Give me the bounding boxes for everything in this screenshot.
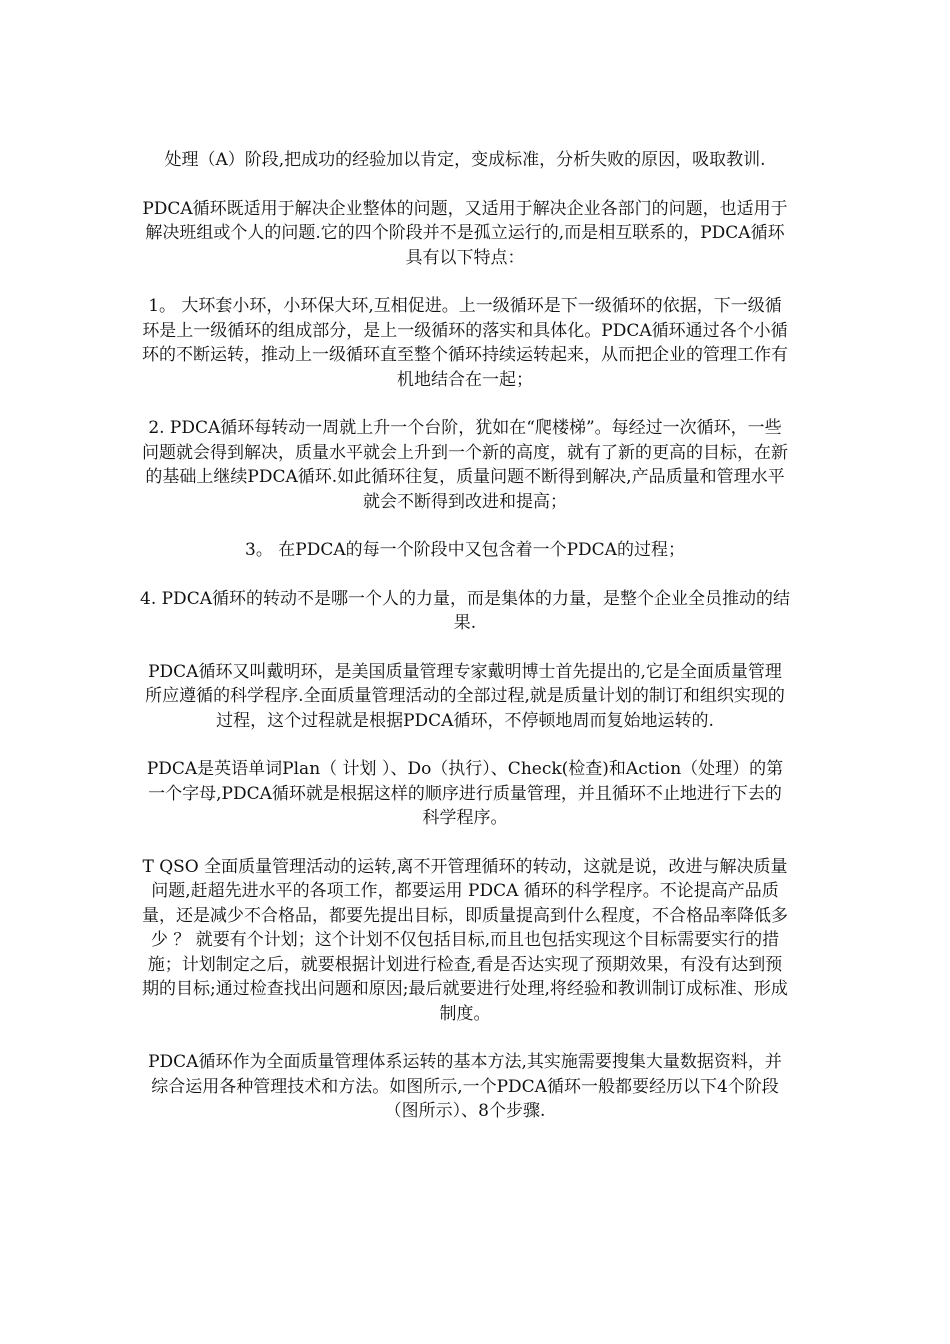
paragraph-action-stage: 处理（A）阶段,把成功的经验加以肯定，变成标准，分析失败的原因，吸取教训. — [164, 150, 766, 170]
document-page — [140, 148, 790, 1148]
paragraph-pdca-applicability: PDCA循环既适用于解决企业整体的问题，又适用于解决企业各部门的问题，也适用于解决班组或个人的问题.它的四个阶段并不是孤立运行的,而是相互联系的，PDCA循环具有以下特点： — [142, 198, 788, 268]
paragraph-tqc-operation: T QSO 全面质量管理活动的运转,离不开管理循环的转动，这就是说，改进与解决质量问题,赶超先进水平的各项工作，都要运用 PDCA 循环的科学程序。不论提高产品质量，还是减少不合格品，都要先提出目标，即质量提高到什么程度，不合格品率降低多少 ？ 就要有个计划；这个计划不仅包括目标,而且也包括实现这个目标需要实行的措施；计划制定之后，就要根据计划进行检查,看是否达实现了预期效果，有没有达到预期的目标;通过检查找出问题和原因;最后就要进行处理,将经验和教训制订成标准、形成制度。 — [142, 856, 788, 1024]
paragraph-pdca-method: PDCA循环作为全面质量管理体系运转的基本方法,其实施需要搜集大量数据资料，并综合运用各种管理技术和方法。如图所示,一个PDCA循环一般都要经历以下4个阶段（图所示）、8个步骤. — [148, 1052, 782, 1121]
paragraph-pdca-acronym: PDCA是英语单词Plan（ 计划 ）、Do（执行）、Check(检查)和Action（处理）的第一个字母,PDCA循环就是根据这样的顺序进行质量管理，并且循环不止地进行下去的科学程序。 — [146, 759, 784, 828]
paragraph-feature-3: 3。 在PDCA的每一个阶段中又包含着一个PDCA的过程； — [245, 540, 685, 560]
paragraph-feature-4: 4. PDCA循环的转动不是哪一个人的力量，而是集体的力量，是整个企业全员推动的结果. — [140, 588, 790, 633]
paragraph-feature-1: 1。 大环套小环，小环保大环,互相促进。上一级循环是下一级循环的依据，下一级循环是上一级循环的组成部分，是上一级循环的落实和具体化。PDCA循环通过各个小循环的不断运转，推动上一级循环直至整个循环持续运转起来，从而把企业的管理工作有机地结合在一起； — [142, 296, 788, 390]
paragraph-deming-cycle: PDCA循环又叫戴明环，是美国质量管理专家戴明博士首先提出的,它是全面质量管理所应遵循的科学程序.全面质量管理活动的全部过程,就是质量计划的制订和组织实现的过程，这个过程就是根据PDCA循环，不停顿地周而复始地运转的. — [145, 661, 785, 731]
paragraph-feature-2: 2. PDCA循环每转动一周就上升一个台阶，犹如在“爬楼梯”。每经过一次循环，一些问题就会得到解决，质量水平就会上升到一个新的高度，就有了新的更高的目标，在新的基础上继续PDCA循环.如此循环往复，质量问题不断得到解决,产品质量和管理水平就会不断得到改进和提高； — [142, 418, 788, 512]
